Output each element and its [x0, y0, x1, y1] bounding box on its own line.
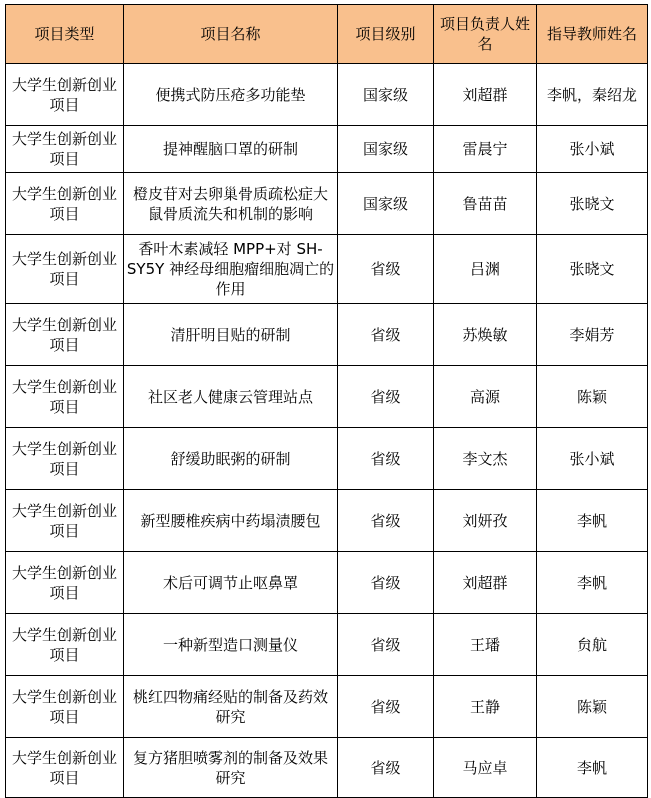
cell-project-level: 国家级 — [338, 173, 434, 235]
cell-project-level: 国家级 — [338, 126, 434, 173]
cell-project-level: 省级 — [338, 428, 434, 490]
cell-project-level: 省级 — [338, 738, 434, 798]
cell-project-name: 术后可调节止呕鼻罩 — [124, 552, 338, 614]
cell-project-type: 大学生创新创业项目 — [6, 64, 124, 126]
cell-project-leader: 马应卓 — [434, 738, 537, 798]
cell-project-name: 香叶木素减轻 MPP+对 SH-SY5Y 神经母细胞瘤细胞凋亡的作用 — [124, 235, 338, 304]
cell-advisor: 李帆 — [537, 490, 648, 552]
header-project-leader: 项目负责人姓名 — [434, 5, 537, 64]
cell-project-level: 省级 — [338, 366, 434, 428]
cell-project-name: 便携式防压疮多功能垫 — [124, 64, 338, 126]
cell-project-type: 大学生创新创业项目 — [6, 366, 124, 428]
table-row — [6, 738, 648, 798]
cell-project-type: 大学生创新创业项目 — [6, 126, 124, 173]
cell-advisor: 张小斌 — [537, 428, 648, 490]
cell-project-name: 橙皮苷对去卵巢骨质疏松症大鼠骨质流失和机制的影响 — [124, 173, 338, 235]
cell-advisor: 李帆，秦绍龙 — [537, 64, 648, 126]
cell-advisor: 陈颖 — [537, 366, 648, 428]
cell-project-type: 大学生创新创业项目 — [6, 490, 124, 552]
cell-advisor: 张小斌 — [537, 126, 648, 173]
cell-project-name: 新型腰椎疾病中药塌渍腰包 — [124, 490, 338, 552]
cell-project-level: 省级 — [338, 235, 434, 304]
table-row — [6, 614, 648, 676]
cell-project-level: 省级 — [338, 304, 434, 366]
cell-project-name: 舒缓助眠粥的研制 — [124, 428, 338, 490]
table-row — [6, 552, 648, 614]
cell-project-type: 大学生创新创业项目 — [6, 738, 124, 798]
cell-project-leader: 王璠 — [434, 614, 537, 676]
cell-advisor: 李帆 — [537, 552, 648, 614]
cell-project-name: 复方猪胆喷雾剂的制备及效果研究 — [124, 738, 338, 798]
cell-project-leader: 苏焕敏 — [434, 304, 537, 366]
cell-project-level: 省级 — [338, 490, 434, 552]
cell-project-type: 大学生创新创业项目 — [6, 676, 124, 738]
cell-project-leader: 王静 — [434, 676, 537, 738]
cell-advisor: 李帆 — [537, 738, 648, 798]
cell-advisor: 陈颖 — [537, 676, 648, 738]
cell-advisor: 张晓文 — [537, 235, 648, 304]
table-row — [6, 366, 648, 428]
cell-project-level: 国家级 — [338, 64, 434, 126]
cell-project-name: 提神醒脑口罩的研制 — [124, 126, 338, 173]
cell-project-leader: 鲁苗苗 — [434, 173, 537, 235]
cell-project-type: 大学生创新创业项目 — [6, 614, 124, 676]
cell-project-leader: 李文杰 — [434, 428, 537, 490]
cell-project-name: 一种新型造口测量仪 — [124, 614, 338, 676]
header-project-type: 项目类型 — [6, 5, 124, 64]
header-advisor: 指导教师姓名 — [537, 5, 648, 64]
cell-project-name: 桃红四物痛经贴的制备及药效研究 — [124, 676, 338, 738]
cell-advisor: 李娟芳 — [537, 304, 648, 366]
header-project-level: 项目级别 — [338, 5, 434, 64]
cell-project-name: 社区老人健康云管理站点 — [124, 366, 338, 428]
cell-project-leader: 刘超群 — [434, 552, 537, 614]
cell-project-leader: 刘妍孜 — [434, 490, 537, 552]
cell-project-leader: 高源 — [434, 366, 537, 428]
table-row — [6, 304, 648, 366]
cell-project-type: 大学生创新创业项目 — [6, 428, 124, 490]
cell-project-type: 大学生创新创业项目 — [6, 552, 124, 614]
table-row — [6, 428, 648, 490]
cell-project-leader: 雷晨宁 — [434, 126, 537, 173]
table-row — [6, 235, 648, 304]
table-row — [6, 490, 648, 552]
cell-project-type: 大学生创新创业项目 — [6, 235, 124, 304]
table-row — [6, 676, 648, 738]
cell-project-level: 省级 — [338, 676, 434, 738]
cell-project-leader: 吕渊 — [434, 235, 537, 304]
cell-project-name: 清肝明目贴的研制 — [124, 304, 338, 366]
table-row — [6, 64, 648, 126]
projects-table — [5, 4, 648, 798]
cell-advisor: 张晓文 — [537, 173, 648, 235]
table-row — [6, 173, 648, 235]
cell-project-type: 大学生创新创业项目 — [6, 173, 124, 235]
cell-project-type: 大学生创新创业项目 — [6, 304, 124, 366]
cell-project-leader: 刘超群 — [434, 64, 537, 126]
header-project-name: 项目名称 — [124, 5, 338, 64]
cell-project-level: 省级 — [338, 552, 434, 614]
cell-project-level: 省级 — [338, 614, 434, 676]
table-row — [6, 126, 648, 173]
cell-advisor: 贠航 — [537, 614, 648, 676]
header-row — [6, 5, 648, 64]
